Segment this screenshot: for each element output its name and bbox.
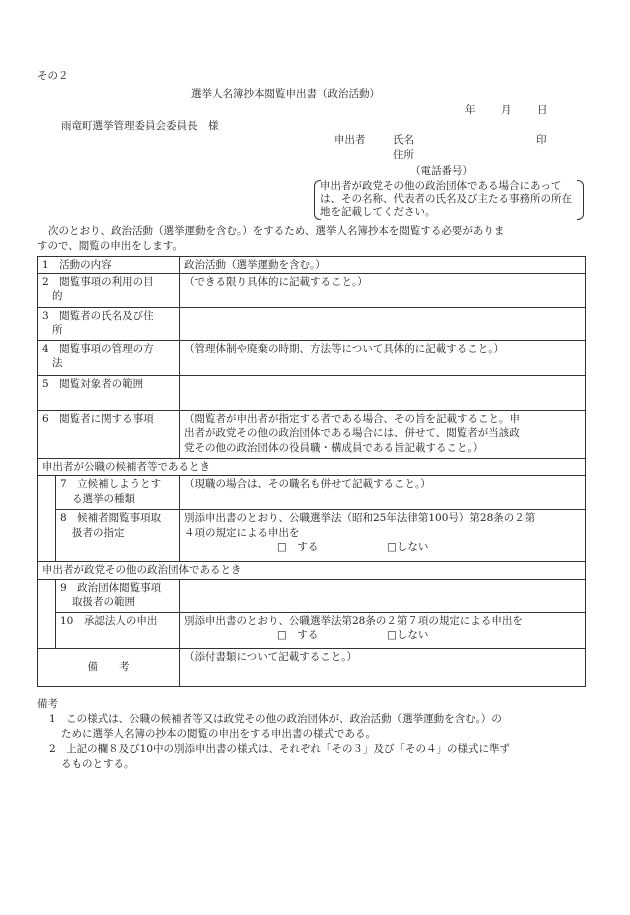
- row-6-label: 6 閲覧者に関する事項: [38, 411, 180, 459]
- name-label: 氏名: [393, 134, 414, 146]
- page-title: 選挙人名簿抄本閲覧申出書（政治活動）: [191, 88, 380, 100]
- row-8-label-line-1: 8 候補者閲覧事項取: [60, 512, 162, 525]
- row-8-value: [180, 510, 586, 562]
- form-number: その２: [37, 70, 69, 82]
- remarks-value[interactable]: （添付書類について記載すること。）: [180, 648, 586, 686]
- date-month-label: 月: [501, 104, 512, 116]
- row-6-value-line-3: 党その他の政治団体の役員職・構成員である旨記載すること。）: [184, 441, 484, 454]
- indent-cell: [38, 579, 56, 648]
- row-4-label: [38, 341, 180, 376]
- table-row: [38, 476, 586, 510]
- row-5-value[interactable]: [180, 376, 586, 411]
- table-row: [38, 341, 586, 376]
- row-9-label-line-2: 取扱者の範囲: [72, 595, 135, 608]
- applicant-note: 申出者が政党その他の政治団体である場合にあっては、その名称、代表者の氏名及び主たる事務所の所在地を記載してください。: [320, 180, 572, 219]
- intro-line-2: すので、閲覧の申出をします。: [37, 240, 183, 252]
- row-3-label-line-1: 3 閲覧者の氏名及び住: [42, 310, 154, 323]
- row-7-label-line-1: 7 立候補しようとす: [60, 478, 162, 491]
- row-8-value-line-1: 別添申出書のとおり、公職選挙法（昭和25年法律第100号）第28条の２第: [184, 512, 536, 525]
- table-row: [38, 510, 586, 562]
- application-table: [37, 256, 586, 687]
- footnote-2-line-1: 2 上記の欄８及び10中の別添申出書の様式は、それぞれ「その３」及び「その４」の様式に準ず: [49, 743, 511, 755]
- table-row: [38, 257, 586, 274]
- row-4-label-line-1: 4 閲覧事項の管理の方: [42, 343, 154, 356]
- row-3-label: [38, 308, 180, 341]
- footnotes-heading: 備考: [37, 698, 58, 710]
- date-year-label: 年: [465, 104, 476, 116]
- remarks-label: 備 考: [38, 648, 180, 686]
- row-1-label: 1 活動の内容: [38, 257, 180, 274]
- applicant-label: 申出者: [334, 134, 366, 146]
- row-10-checkbox-no[interactable]: □しない: [387, 628, 429, 641]
- row-7-label: [56, 476, 180, 510]
- table-row: [38, 579, 586, 612]
- row-9-value[interactable]: [180, 579, 586, 612]
- indent-cell: [38, 476, 56, 562]
- row-9-label: [56, 579, 180, 612]
- row-8-checkbox-yes[interactable]: □ する: [277, 540, 319, 553]
- row-6-value-line-2: 出者が政党その他の政治団体である場合には、併せて、閲覧者が当該政: [184, 427, 520, 440]
- row-8-options: [184, 540, 581, 554]
- table-row: [38, 648, 586, 686]
- row-3-label-line-2: 所: [52, 324, 63, 337]
- row-3-value[interactable]: [180, 308, 586, 341]
- row-1-value: 政治活動（選挙運動を含む。）: [180, 257, 586, 274]
- section-candidate: 申出者が公職の候補者等であるとき: [38, 459, 586, 476]
- footnote-1-line-1: 1 この様式は、公職の候補者等又は政党その他の政治団体が、政治活動（選挙運動を含む。）の: [49, 713, 502, 725]
- table-row: [38, 411, 586, 459]
- section-header-row: [38, 459, 586, 476]
- row-7-label-line-2: る選挙の種類: [72, 492, 135, 505]
- row-5-label: 5 閲覧対象者の範囲: [38, 376, 180, 411]
- row-2-value[interactable]: （できる限り具体的に記載すること。）: [180, 274, 586, 308]
- phone-label: （電話番号）: [410, 165, 473, 177]
- footnote-1-line-2: ために選挙人名簿の抄本の閲覧の申出をする申出書の様式である。: [61, 728, 376, 740]
- address-label: 住所: [393, 149, 414, 161]
- row-10-options: [184, 628, 581, 642]
- row-10-label: 10 承認法人の申出: [56, 612, 180, 648]
- row-10-value-line-1: 別添申出書のとおり、公職選挙法第28条の２第７項の規定による申出を: [184, 614, 523, 627]
- row-6-value-line-1: （閲覧者が申出者が指定する者である場合、その旨を記載すること。申: [184, 413, 520, 426]
- date-day-label: 日: [537, 104, 548, 116]
- seal-label: 印: [536, 134, 547, 146]
- row-8-label: [56, 510, 180, 562]
- row-2-label-line-2: 的: [52, 290, 63, 303]
- table-row: [38, 274, 586, 308]
- row-2-label: [38, 274, 180, 308]
- row-4-label-line-2: 法: [52, 357, 63, 370]
- section-header-row: [38, 562, 586, 579]
- row-9-label-line-1: 9 政治団体閲覧事項: [60, 581, 162, 594]
- row-6-value[interactable]: [180, 411, 586, 459]
- table-row: [38, 308, 586, 341]
- row-8-checkbox-no[interactable]: □しない: [387, 540, 429, 553]
- row-4-value[interactable]: （管理体制や廃棄の時期、方法等について具体的に記載すること。）: [180, 341, 586, 376]
- row-8-value-line-2: ４項の規定による申出を: [184, 526, 300, 539]
- footnote-2-line-2: るものとする。: [61, 758, 135, 770]
- row-7-value[interactable]: （現職の場合は、その職名も併せて記載すること。）: [180, 476, 586, 510]
- row-10-checkbox-yes[interactable]: □ する: [277, 628, 319, 641]
- intro-line-1: 次のとおり、政治活動（選挙運動を含む。）をするため、選挙人名簿抄本を閲覧する必要がありま: [48, 225, 505, 237]
- applicant-note-box: [314, 180, 584, 220]
- row-10-value: [180, 612, 586, 648]
- row-8-label-line-2: 扱者の指定: [72, 526, 125, 539]
- addressee: 雨竜町選挙管理委員会委員長 様: [61, 120, 219, 132]
- table-row: [38, 612, 586, 648]
- table-row: [38, 376, 586, 411]
- row-2-label-line-1: 2 閲覧事項の利用の目: [42, 276, 154, 289]
- section-party: 申出者が政党その他の政治団体であるとき: [38, 562, 586, 579]
- note-bracket-right: [577, 180, 584, 220]
